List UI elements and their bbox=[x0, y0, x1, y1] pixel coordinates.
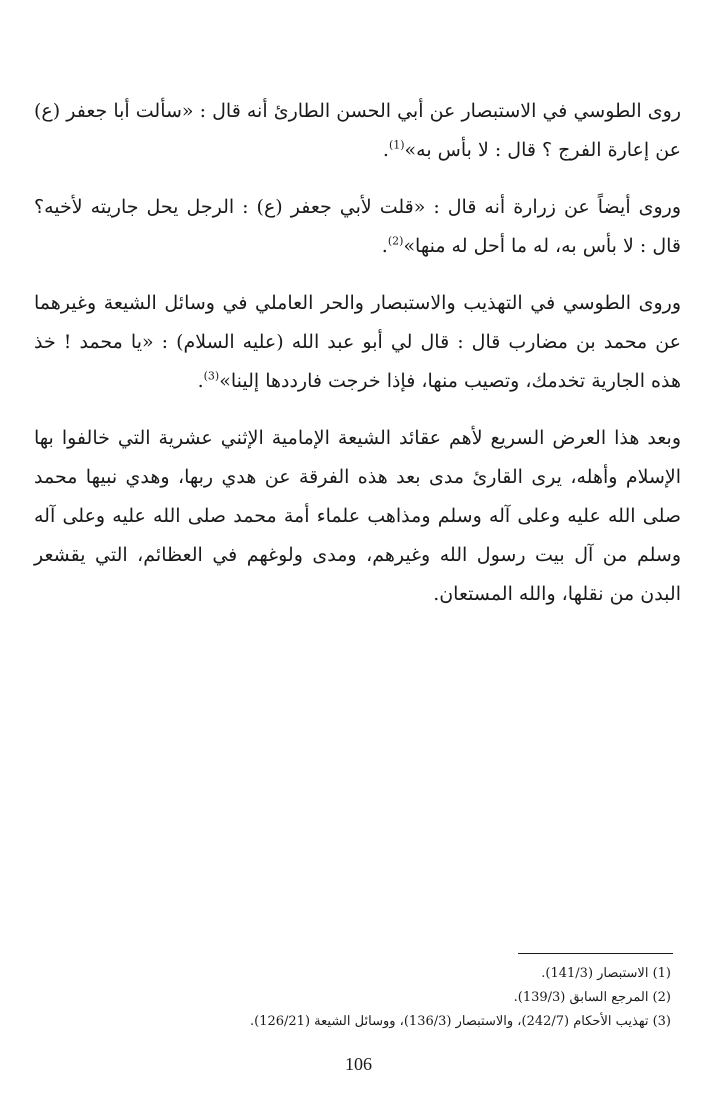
footnote-ref-3: (3) bbox=[203, 369, 220, 383]
paragraph-1-text: روى الطوسي في الاستبصار عن أبي الحسن الطارئ أنه قال : «سألت أبا جعفر (ع) عن إعارة الفرج ؟ قال : لا بأس به» bbox=[34, 100, 681, 161]
footnote-3: (3) تهذيب الأحكام (242/7)، والاستبصار (136/3)، ووسائل الشيعة (126/21). bbox=[250, 1014, 671, 1029]
paragraph-3-text: وروى الطوسي في التهذيب والاستبصار والحر العاملي في وسائل الشيعة وغيرهما عن محمد بن مضارب قال : قال لي أبو عبد الله (عليه السلام) : «يا محمد ! خذ هذه الجارية تخدمك، وتصيب منها، فإذا خرجت فارددها إلينا» bbox=[34, 292, 681, 392]
footnote-divider bbox=[518, 953, 673, 954]
paragraph-4-text: وبعد هذا العرض السريع لأهم عقائد الشيعة الإمامية الإثني عشرية التي خالفوا بها الإسلام وأهله، يرى القارئ مدى بعد هذه الفرقة عن هدي ربها، وهدي نبيها محمد صلى الله عليه وعلى آله وسلم ومذاهب علماء أمة محمد صلى الله عليه وعلى آله وسلم من آل بيت رسول الله وغيرهم، ومدى ولوغهم في العظائم، التي يقشعر البدن من نقلها، والله المستعان. bbox=[34, 427, 681, 605]
footnote-2: (2) المرجع السابق (139/3). bbox=[513, 990, 671, 1005]
main-text bbox=[34, 92, 681, 632]
paragraph-3 bbox=[34, 284, 681, 401]
paragraph-3-end: . bbox=[197, 370, 204, 392]
paragraph-1-end: . bbox=[382, 139, 389, 161]
footnote-ref-1: (1) bbox=[388, 138, 405, 152]
footnote-1: (1) الاستبصار (141/3). bbox=[541, 966, 671, 981]
page-number: 106 bbox=[345, 1054, 372, 1074]
paragraph-1 bbox=[34, 92, 681, 170]
paragraph-2 bbox=[34, 188, 681, 266]
footnotes bbox=[34, 962, 671, 1034]
paragraph-2-end: . bbox=[381, 235, 388, 257]
footnote-ref-2: (2) bbox=[387, 234, 404, 248]
paragraph-2-text: وروى أيضاً عن زرارة أنه قال : «قلت لأبي جعفر (ع) : الرجل يحل جاريته لأخيه؟ قال : لا بأس به، له ما أحل له منها» bbox=[34, 196, 681, 257]
paragraph-4 bbox=[34, 419, 681, 614]
